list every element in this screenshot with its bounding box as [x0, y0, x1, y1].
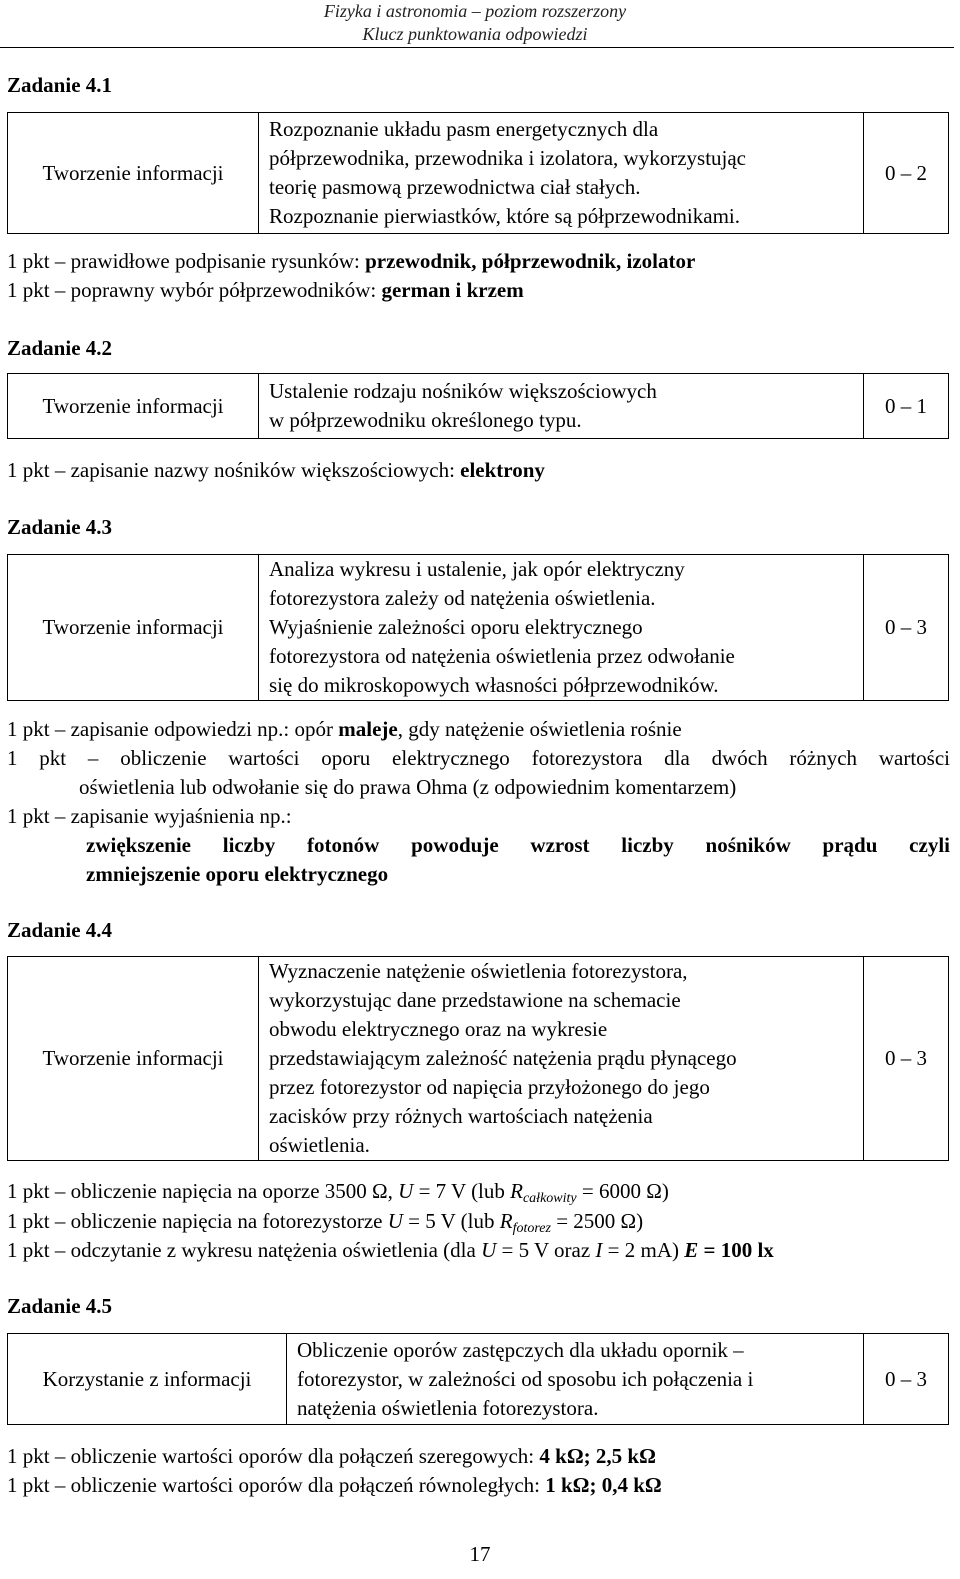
task-points: 0 – 2: [864, 113, 949, 234]
description-line: przedstawiającym zależność natężenia prądu płynącego: [269, 1046, 737, 1070]
criterion-line: oświetlenia lub odwołanie się do prawa Ohma (z odpowiednim komentarzem): [79, 775, 737, 799]
description-line: fotorezystora od natężenia oświetlenia przez odwołanie: [269, 644, 735, 668]
task-table: [7, 1333, 949, 1425]
criterion-line: 1 pkt – zapisanie odpowiedzi np.: opór maleje, gdy natężenie oświetlenia rośnie: [7, 717, 682, 741]
description-line: zacisków przy różnych wartościach natężenia: [269, 1104, 653, 1128]
description-line: fotorezystora zależy od natężenia oświetlenia.: [269, 586, 656, 610]
description-line: natężenia oświetlenia fotorezystora.: [297, 1395, 599, 1420]
task-category: Tworzenie informacji: [8, 957, 259, 1161]
task-category: Korzystanie z informacji: [8, 1334, 287, 1425]
task-title: Zadanie 4.3: [7, 515, 113, 539]
task-points: 0 – 3: [864, 555, 949, 701]
description-line: w półprzewodniku określonego typu.: [269, 408, 582, 432]
criterion-line: zwiększenie liczby fotonów powoduje wzrost liczby nośników prądu czyli: [86, 833, 950, 857]
task-table: [7, 373, 949, 439]
page-number: 17: [469, 1542, 491, 1566]
criterion-line: 1 pkt – zapisanie nazwy nośników większościowych: elektrony: [7, 458, 545, 482]
task-description: [259, 374, 864, 439]
description-line: Rozpoznanie pierwiastków, które są półprzewodnikami.: [269, 204, 741, 228]
task-category: Tworzenie informacji: [8, 374, 259, 439]
task-category: Tworzenie informacji: [8, 555, 259, 701]
task-title: Zadanie 4.4: [7, 918, 113, 942]
task-title: Zadanie 4.2: [7, 336, 113, 360]
criterion-line: 1 pkt – obliczenie napięcia na fotorezystorze U = 5 V (lub $R_{fotorez} = 2500$ Ω): [7, 1209, 644, 1236]
task-points: 0 – 3: [864, 957, 949, 1161]
task-table: [7, 112, 949, 234]
description-line: przez fotorezystor od napięcia przyłożonego do jego: [269, 1075, 710, 1099]
page-header: [0, 0, 960, 50]
task-points: 0 – 1: [864, 374, 949, 439]
description-line: Obliczenie oporów zastępczych dla układu opornik –: [297, 1337, 744, 1362]
task-points: 0 – 3: [864, 1334, 949, 1425]
criterion-line: 1 pkt – obliczenie napięcia na oporze 3500 Ω, U = 7 V (lub $R_{całkowity} = 6000$ Ω): [7, 1179, 669, 1206]
description-line: wykorzystując dane przedstawione na schemacie: [269, 988, 681, 1012]
criterion-line: 1 pkt – prawidłowe podpisanie rysunków: przewodnik, półprzewodnik, izolator: [7, 249, 696, 273]
task-table: [7, 554, 949, 701]
task-description: [259, 555, 864, 701]
description-line: Wyjaśnienie zależności oporu elektrycznego: [269, 615, 643, 639]
description-line: Rozpoznanie układu pasm energetycznych dla: [269, 117, 659, 141]
description-line: oświetlenia.: [269, 1133, 370, 1157]
header-line-2: Klucz punktowania odpowiedzi: [362, 24, 588, 44]
description-line: półprzewodnika, przewodnika i izolatora, wykorzystując: [269, 146, 747, 170]
description-line: obwodu elektrycznego oraz na wykresie: [269, 1017, 608, 1041]
header-line-1: Fizyka i astronomia – poziom rozszerzony: [323, 1, 627, 21]
task-title: Zadanie 4.1: [7, 73, 113, 97]
header-divider: [0, 47, 954, 48]
criterion-line: 1 pkt – obliczenie wartości oporów dla połączeń równoległych: 1 kΩ; 0,4 kΩ: [7, 1473, 662, 1497]
task-description: [287, 1334, 864, 1425]
criterion-line: zmniejszenie oporu elektrycznego: [86, 862, 389, 886]
description-line: się do mikroskopowych własności półprzewodników.: [269, 673, 719, 697]
description-line: fotorezystor, w zależności od sposobu ich połączenia i: [297, 1366, 754, 1391]
description-line: Ustalenie rodzaju nośników większościowych: [269, 379, 657, 403]
criterion-line: 1 pkt – obliczenie wartości oporów dla połączeń szeregowych: 4 kΩ; 2,5 kΩ: [7, 1444, 656, 1468]
criterion-line: 1 pkt – odczytanie z wykresu natężenia oświetlenia (dla U = 5 V oraz I = 2 mA) E = 100 lx: [7, 1238, 774, 1262]
task-title: Zadanie 4.5: [7, 1294, 113, 1318]
criterion-line: 1 pkt – obliczenie wartości oporu elektrycznego fotorezystora dla dwóch różnych wartości: [7, 746, 950, 770]
description-line: Analiza wykresu i ustalenie, jak opór elektryczny: [269, 557, 685, 581]
description-line: Wyznaczenie natężenie oświetlenia fotorezystora,: [269, 959, 688, 983]
description-line: teorię pasmową przewodnictwa ciał stałych.: [269, 175, 641, 199]
task-description: [259, 957, 864, 1161]
criterion-line: 1 pkt – zapisanie wyjaśnienia np.:: [7, 804, 292, 828]
task-category: Tworzenie informacji: [8, 113, 259, 234]
task-table: [7, 956, 949, 1161]
criterion-line: 1 pkt – poprawny wybór półprzewodników: german i krzem: [7, 278, 524, 302]
task-description: [259, 113, 864, 234]
